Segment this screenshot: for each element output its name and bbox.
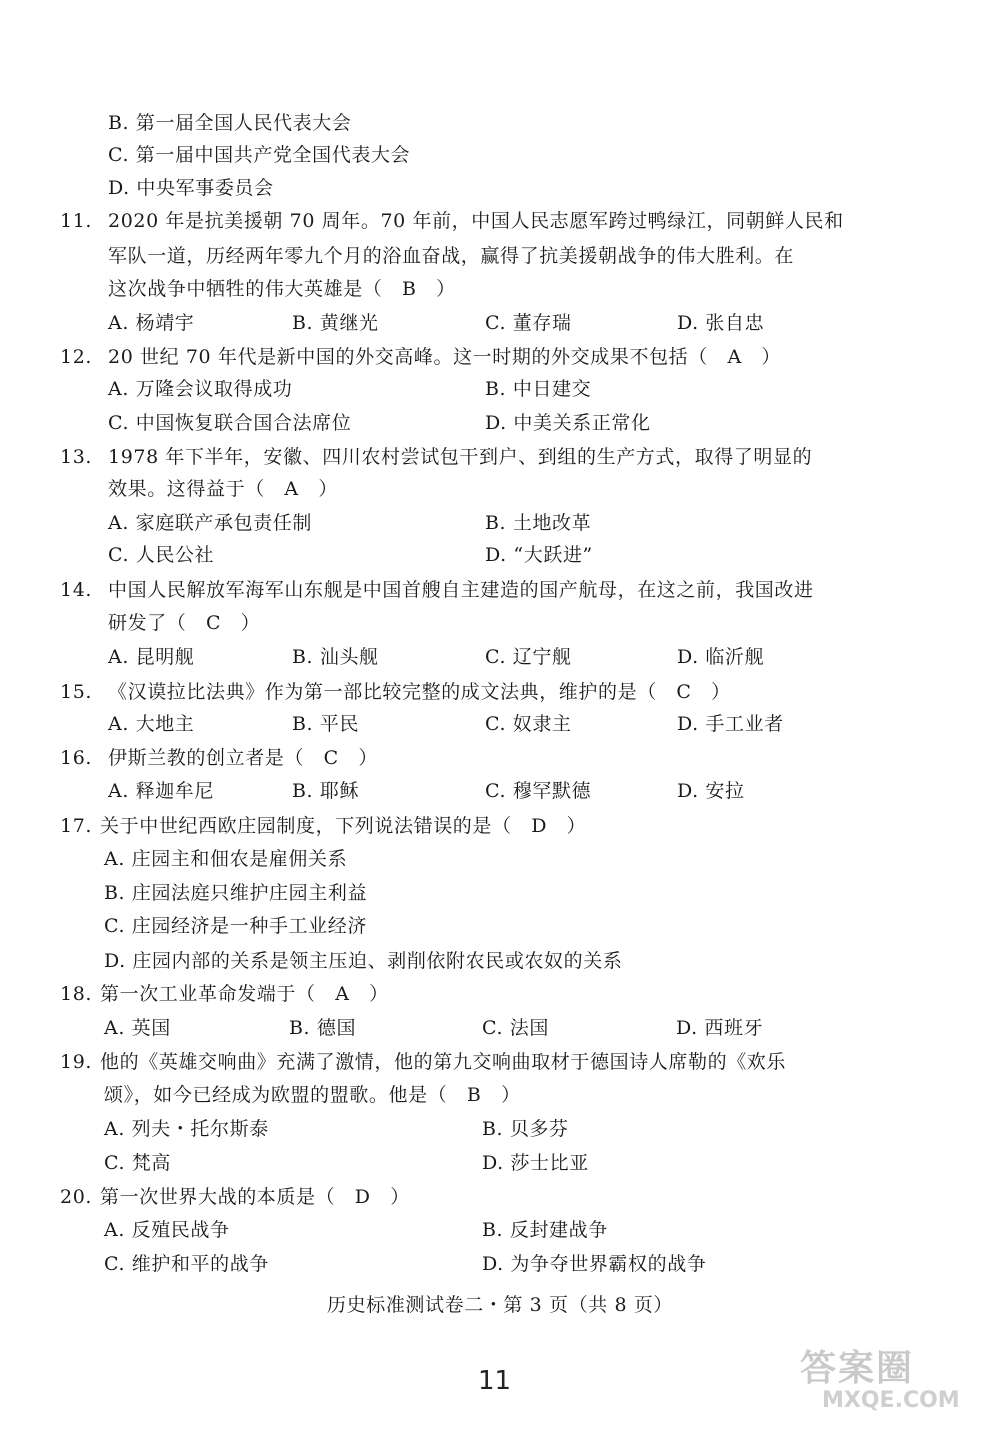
option-q17-b: B. 庄园法庭只维护庄园主利益 [104,882,368,904]
question-16-number: 16. [60,747,93,769]
option-q17-a: A. 庄园主和佃农是雇佣关系 [104,848,348,870]
option-q13-a: A. 家庭联产承包责任制 [108,512,313,534]
page-footer: 历史标准测试卷二・第 3 页（共 8 页） [327,1294,673,1316]
option-q11-b: B. 黄继光 [292,312,379,334]
option-q20-d: D. 为争夺世界霸权的战争 [482,1253,707,1275]
option-q15-c: C. 奴隶主 [485,713,572,735]
option-q12-a: A. 万隆会议取得成功 [108,378,293,400]
question-20-text-line1: 第一次世界大战的本质是（ D ） [100,1186,410,1208]
question-18-number: 18. [60,983,93,1005]
question-12-text-line1: 20 世纪 70 年代是新中国的外交高峰。这一时期的外交成果不包括（ A ） [108,346,781,368]
option-q20-b: B. 反封建战争 [482,1219,608,1241]
question-18-text-line1: 第一次工业革命发端于（ A ） [100,983,389,1005]
option-q17-c: C. 庄园经济是一种手工业经济 [104,915,367,937]
option-q14-b: B. 汕头舰 [292,646,379,668]
option-q12-c: C. 中国恢复联合国合法席位 [108,412,352,434]
option-q15-d: D. 手工业者 [677,713,784,735]
option-q16-b: B. 耶稣 [292,780,360,802]
question-15-text-line1: 《汉谟拉比法典》作为第一部比较完整的成文法典，维护的是（ C ） [108,681,731,703]
option-q16-d: D. 安拉 [677,780,745,802]
question-13-text-line2: 效果。这得益于（ A ） [108,478,338,500]
question-13-text-line1: 1978 年下半年，安徽、四川农村尝试包干到户、到组的生产方式，取得了明显的 [108,446,813,468]
option-q10-d: D. 中央军事委员会 [108,177,274,199]
option-q19-b: B. 贝多芬 [482,1118,569,1140]
option-q19-a: A. 列夫・托尔斯泰 [104,1118,269,1140]
option-q18-c: C. 法国 [482,1017,549,1039]
option-q19-d: D. 莎士比亚 [482,1152,589,1174]
option-q14-d: D. 临沂舰 [677,646,765,668]
watermark-logo [800,1340,990,1430]
question-14-number: 14. [60,579,93,601]
watermark-url: MXQE.COM [822,1388,960,1413]
option-q15-a: A. 大地主 [108,713,195,735]
question-11-text-line1: 2020 年是抗美援朝 70 周年。70 年前，中国人民志愿军跨过鸭绿江，同朝鲜人民和 [108,210,844,232]
question-19-text-line2: 颂》，如今已经成为欧盟的盟歌。他是（ B ） [104,1084,521,1106]
option-q15-b: B. 平民 [292,713,360,735]
option-q14-a: A. 昆明舰 [108,646,195,668]
question-19-number: 19. [60,1051,93,1073]
question-20-number: 20. [60,1186,93,1208]
option-q12-d: D. 中美关系正常化 [485,412,651,434]
question-11-number: 11. [60,210,93,232]
question-19-text-line1: 他的《英雄交响曲》充满了激情，他的第九交响曲取材于德国诗人席勒的《欢乐 [100,1051,787,1073]
question-11-text-line2: 军队一道，历经两年零九个月的浴血奋战，赢得了抗美援朝战争的伟大胜利。在 [108,245,795,267]
option-q14-c: C. 辽宁舰 [485,646,572,668]
option-q20-a: A. 反殖民战争 [104,1219,230,1241]
option-q13-b: B. 土地改革 [485,512,592,534]
option-q20-c: C. 维护和平的战争 [104,1253,269,1275]
question-13-number: 13. [60,446,93,468]
question-17-number: 17. [60,815,93,837]
option-q19-c: C. 梵高 [104,1152,171,1174]
option-q11-d: D. 张自忠 [677,312,765,334]
option-q17-d: D. 庄园内部的关系是领主压迫、剥削依附农民或农奴的关系 [104,950,623,972]
handwritten-page-number: 11 [478,1366,512,1396]
option-q16-a: A. 释迦牟尼 [108,780,215,802]
option-q12-b: B. 中日建交 [485,378,592,400]
option-q13-c: C. 人民公社 [108,544,215,566]
question-16-text-line1: 伊斯兰教的创立者是（ C ） [108,747,378,769]
option-q11-c: C. 董存瑞 [485,312,572,334]
question-14-text-line2: 研发了（ C ） [108,612,261,634]
question-11-text-line3: 这次战争中牺牲的伟大英雄是（ B ） [108,278,456,300]
option-q18-b: B. 德国 [289,1017,357,1039]
option-q11-a: A. 杨靖宇 [108,312,195,334]
option-q16-c: C. 穆罕默德 [485,780,592,802]
question-17-text-line1: 关于中世纪西欧庄园制度，下列说法错误的是（ D ） [100,815,587,837]
question-15-number: 15. [60,681,93,703]
option-q18-a: A. 英国 [104,1017,171,1039]
question-14-text-line1: 中国人民解放军海军山东舰是中国首艘自主建造的国产航母，在这之前，我国改进 [108,579,814,601]
option-q18-d: D. 西班牙 [676,1017,764,1039]
question-12-number: 12. [60,346,93,368]
option-q10-b: B. 第一届全国人民代表大会 [108,112,352,134]
watermark-text: 答案圈 [800,1348,915,1389]
option-q13-d: D. “大跃进” [485,544,593,566]
option-q10-c: C. 第一届中国共产党全国代表大会 [108,144,411,166]
